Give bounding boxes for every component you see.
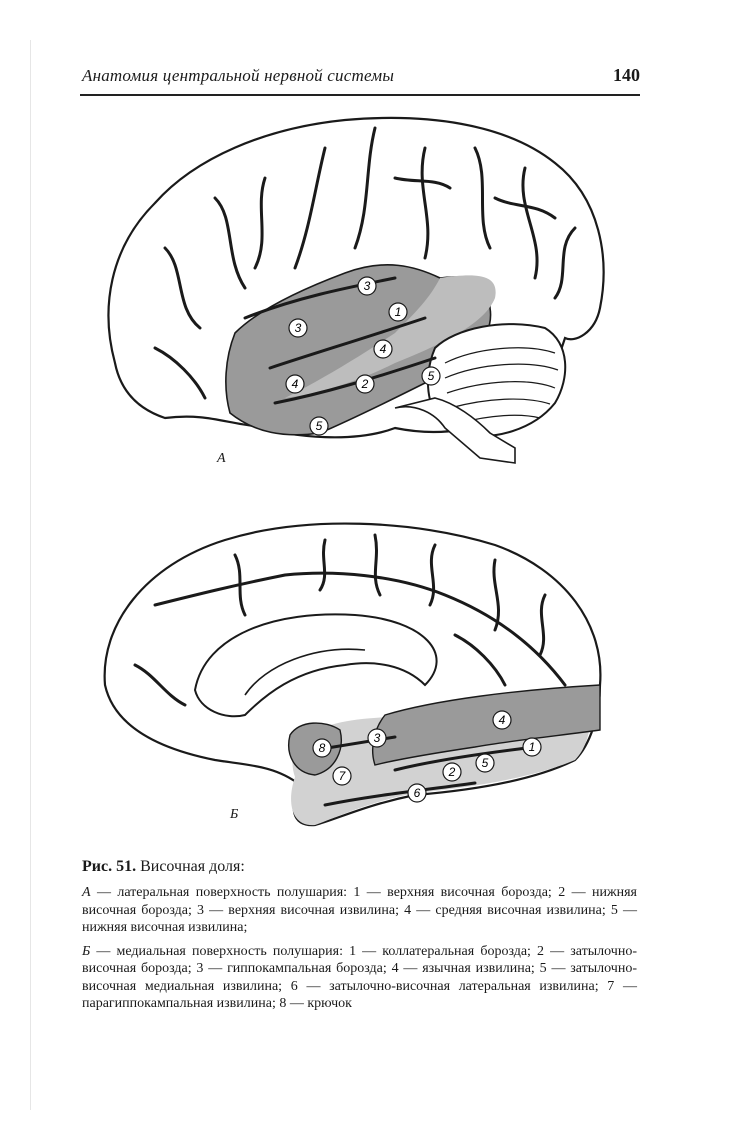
caption-part-a-text: — латеральная поверхность полушария: 1 — верхняя височная борозда; 2 — нижняя височная борозда; 3 — верхняя височная извилина; 4 — средняя височная извилина; 5 — нижняя височная извилина; <box>82 885 637 935</box>
caption-title: Височная доля: <box>140 858 245 875</box>
svg-text:5: 5 <box>427 369 435 383</box>
caption-label: Рис. 51. <box>82 858 137 875</box>
figure-caption <box>82 858 637 1019</box>
svg-text:4: 4 <box>498 713 506 727</box>
header-rule <box>80 94 640 96</box>
marker-7 <box>333 767 351 785</box>
svg-text:6: 6 <box>413 786 421 800</box>
marker-2 <box>443 763 461 781</box>
brain-medial-illustration <box>95 515 635 835</box>
marker-4 <box>493 711 511 729</box>
marker-5-left <box>310 417 328 435</box>
svg-text:2: 2 <box>448 765 456 779</box>
caption-part-b-text: — медиальная поверхность полушария: 1 — коллатеральная борозда; 2 — затылочно-височная борозда; 3 — гиппокампальная борозда; 4 — язычная извилина; 5 — затылочно-височная медиальная извилина; 6 — затылочно-височная латеральная извилина; 7 — парагиппокампальная извилина; 8 — крючок <box>82 943 637 1011</box>
svg-text:3: 3 <box>363 279 371 293</box>
marker-5-right <box>422 367 440 385</box>
svg-text:3: 3 <box>294 321 302 335</box>
marker-8 <box>313 739 331 757</box>
caption-heading <box>82 858 637 876</box>
svg-text:8: 8 <box>318 741 326 755</box>
page-edge <box>30 40 31 1110</box>
page-number: 140 <box>613 65 640 85</box>
marker-3-lower <box>289 319 307 337</box>
marker-1 <box>523 738 541 756</box>
marker-3-upper <box>358 277 376 295</box>
caption-part-a-letter: А <box>82 885 91 900</box>
svg-text:1: 1 <box>394 305 402 319</box>
svg-text:5: 5 <box>315 419 323 433</box>
marker-6 <box>408 784 426 802</box>
marker-1 <box>389 303 407 321</box>
svg-text:7: 7 <box>338 769 346 783</box>
figure-b-letter: Б <box>230 807 239 822</box>
marker-4-right <box>374 340 392 358</box>
caption-part-b <box>82 943 637 1013</box>
marker-2 <box>356 375 374 393</box>
marker-3 <box>368 729 386 747</box>
figure-a-lateral-brain <box>95 108 635 473</box>
figure-a-letter: А <box>217 451 226 466</box>
brain-lateral-illustration <box>95 108 635 473</box>
running-header-title: Анатомия центральной нервной системы <box>82 66 395 85</box>
svg-text:3: 3 <box>373 731 381 745</box>
svg-text:5: 5 <box>481 756 489 770</box>
svg-text:4: 4 <box>291 377 299 391</box>
caption-part-a <box>82 884 637 937</box>
caption-part-b-letter: Б <box>82 943 91 959</box>
marker-5 <box>476 754 494 772</box>
svg-text:1: 1 <box>528 740 536 754</box>
marker-4-left <box>286 375 304 393</box>
figure-b-medial-brain <box>95 515 635 835</box>
svg-text:4: 4 <box>379 342 387 356</box>
svg-text:2: 2 <box>361 377 369 391</box>
